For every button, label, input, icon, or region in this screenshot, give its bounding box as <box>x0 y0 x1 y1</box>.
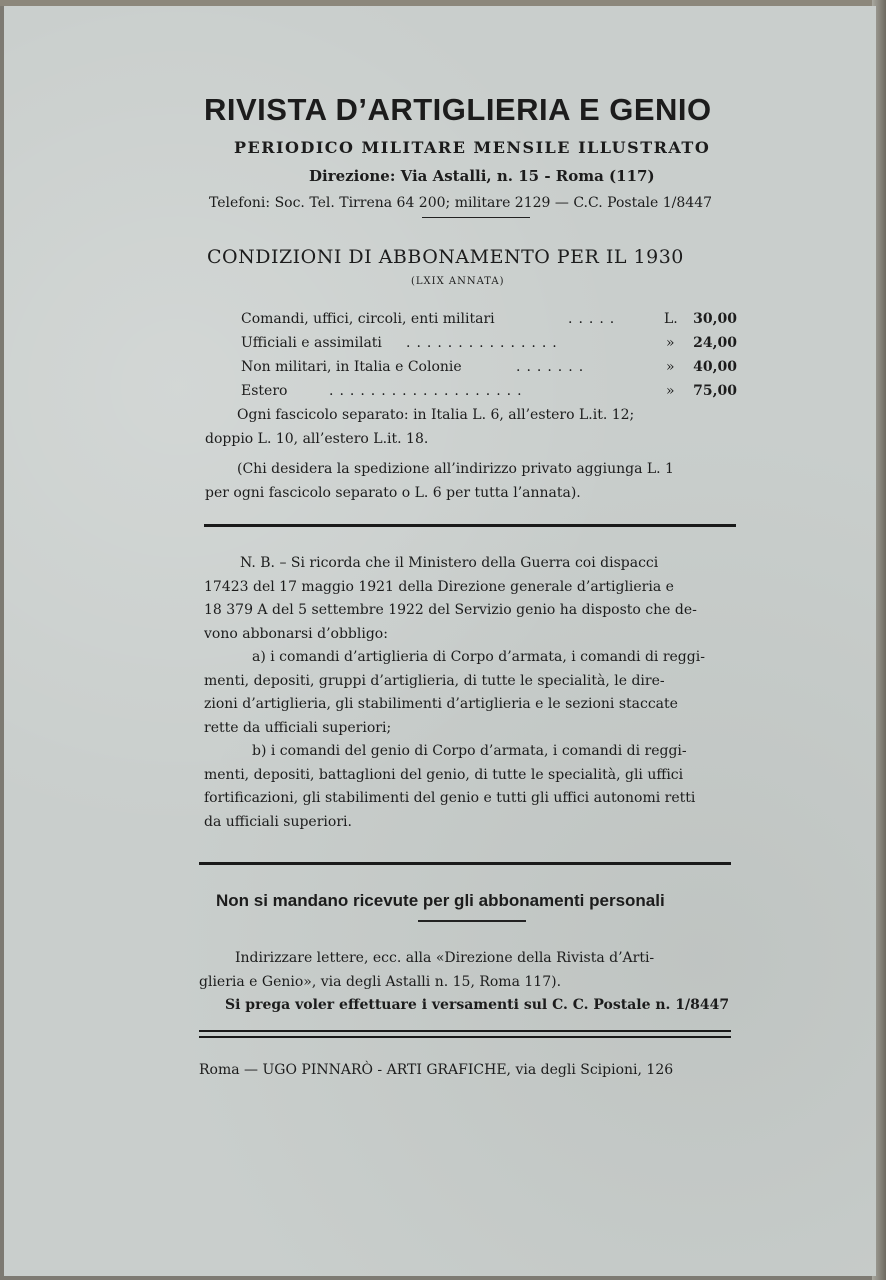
spedizione-line-2: per ogni fascicolo separato o L. 6 per tutta l’annata). <box>205 485 581 501</box>
price-amount: 30,00 <box>693 311 737 327</box>
footer-divider <box>199 1030 731 1032</box>
ricevute-notice: Non si mandano ricevute per gli abbonamenti personali <box>216 891 665 910</box>
annata-label: (LXIX ANNATA) <box>411 276 505 287</box>
conditions-heading: CONDIZIONI DI ABBONAMENTO PER IL 1930 <box>207 246 684 268</box>
address-line: Si prega voler effettuare i versamenti sul C. C. Postale n. 1/8447 <box>225 997 730 1013</box>
leader-dots: ................... <box>329 383 528 399</box>
price-row <box>241 335 737 355</box>
price-amount: 24,00 <box>693 335 737 351</box>
nb-line: rette da ufficiali superiori; <box>204 719 392 736</box>
nb-line: 17423 del 17 maggio 1921 della Direzione generale d’artiglieria e <box>204 578 674 595</box>
price-amount: 40,00 <box>693 359 737 375</box>
nb-line: N. B. – Si ricorda che il Ministero della Guerra coi dispacci <box>240 555 659 571</box>
nb-line: 18 379 A del 5 settembre 1922 del Servizio genio ha disposto che de- <box>204 602 697 618</box>
price-currency: » <box>666 335 675 351</box>
nb-line: a) i comandi d’artiglieria di Corpo d’armata, i comandi di reggi- <box>252 649 705 665</box>
address-line: Indirizzare lettere, ecc. alla «Direzione della Rivista d’Arti- <box>235 950 655 966</box>
price-label: Ufficiali e assimilati <box>241 335 382 351</box>
fascicolo-line-2: doppio L. 10, all’estero L.it. 18. <box>205 431 429 447</box>
leader-dots: ....... <box>516 359 590 375</box>
nb-line: zioni d’artiglieria, gli stabilimenti d’artiglieria e le sezioni staccate <box>204 696 678 712</box>
price-currency: L. <box>664 311 678 327</box>
nb-line: menti, depositi, gruppi d’artiglieria, di tutte le specialità, le dire- <box>204 672 665 689</box>
nb-line: fortificazioni, gli stabilimenti del genio e tutti gli uffici autonomi retti <box>204 790 696 806</box>
address-line: glieria e Genio», via degli Astalli n. 15, Roma 117). <box>199 973 562 990</box>
spedizione-line-1: (Chi desidera la spedizione all’indirizzo privato aggiunga L. 1 <box>237 461 674 477</box>
price-row <box>241 311 737 331</box>
section-divider <box>199 862 731 865</box>
header-divider <box>422 217 530 218</box>
price-currency: » <box>666 359 675 375</box>
telefoni-line: Telefoni: Soc. Tel. Tirrena 64 200; militare 2129 — C.C. Postale 1/8447 <box>209 195 713 211</box>
nb-line: da ufficiali superiori. <box>204 813 352 830</box>
price-currency: » <box>666 383 675 399</box>
price-label: Comandi, uffici, circoli, enti militari <box>241 311 495 327</box>
direzione-address: Direzione: Via Astalli, n. 15 - Roma (117) <box>309 167 655 185</box>
address-paragraph <box>199 947 731 1018</box>
leader-dots: ............... <box>406 335 563 351</box>
price-label: Non militari, in Italia e Colonie <box>241 359 462 375</box>
price-label: Estero <box>241 383 288 399</box>
printer-footer: Roma — UGO PINNARÒ - ARTI GRAFICHE, via degli Scipioni, 126 <box>199 1062 674 1078</box>
price-row <box>241 383 737 403</box>
section-divider <box>204 524 736 527</box>
nb-line: menti, depositi, battaglioni del genio, di tutte le specialità, gli uffici <box>204 766 684 783</box>
nb-line: vono abbonarsi d’obbligo: <box>204 625 388 642</box>
leader-dots: ..... <box>568 311 621 327</box>
nb-line: b) i comandi del genio di Corpo d’armata, i comandi di reggi- <box>252 743 687 759</box>
journal-subtitle: PERIODICO MILITARE MENSILE ILLUSTRATO <box>234 138 711 157</box>
notice-divider <box>418 920 526 922</box>
document-page <box>4 6 876 1276</box>
footer-divider <box>199 1036 731 1038</box>
price-row <box>241 359 737 379</box>
nb-paragraph <box>204 552 736 834</box>
fascicolo-line-1: Ogni fascicolo separato: in Italia L. 6, all’estero L.it. 12; <box>237 407 635 423</box>
price-amount: 75,00 <box>693 383 737 399</box>
journal-title: RIVISTA D’ARTIGLIERIA E GENIO <box>204 92 712 127</box>
